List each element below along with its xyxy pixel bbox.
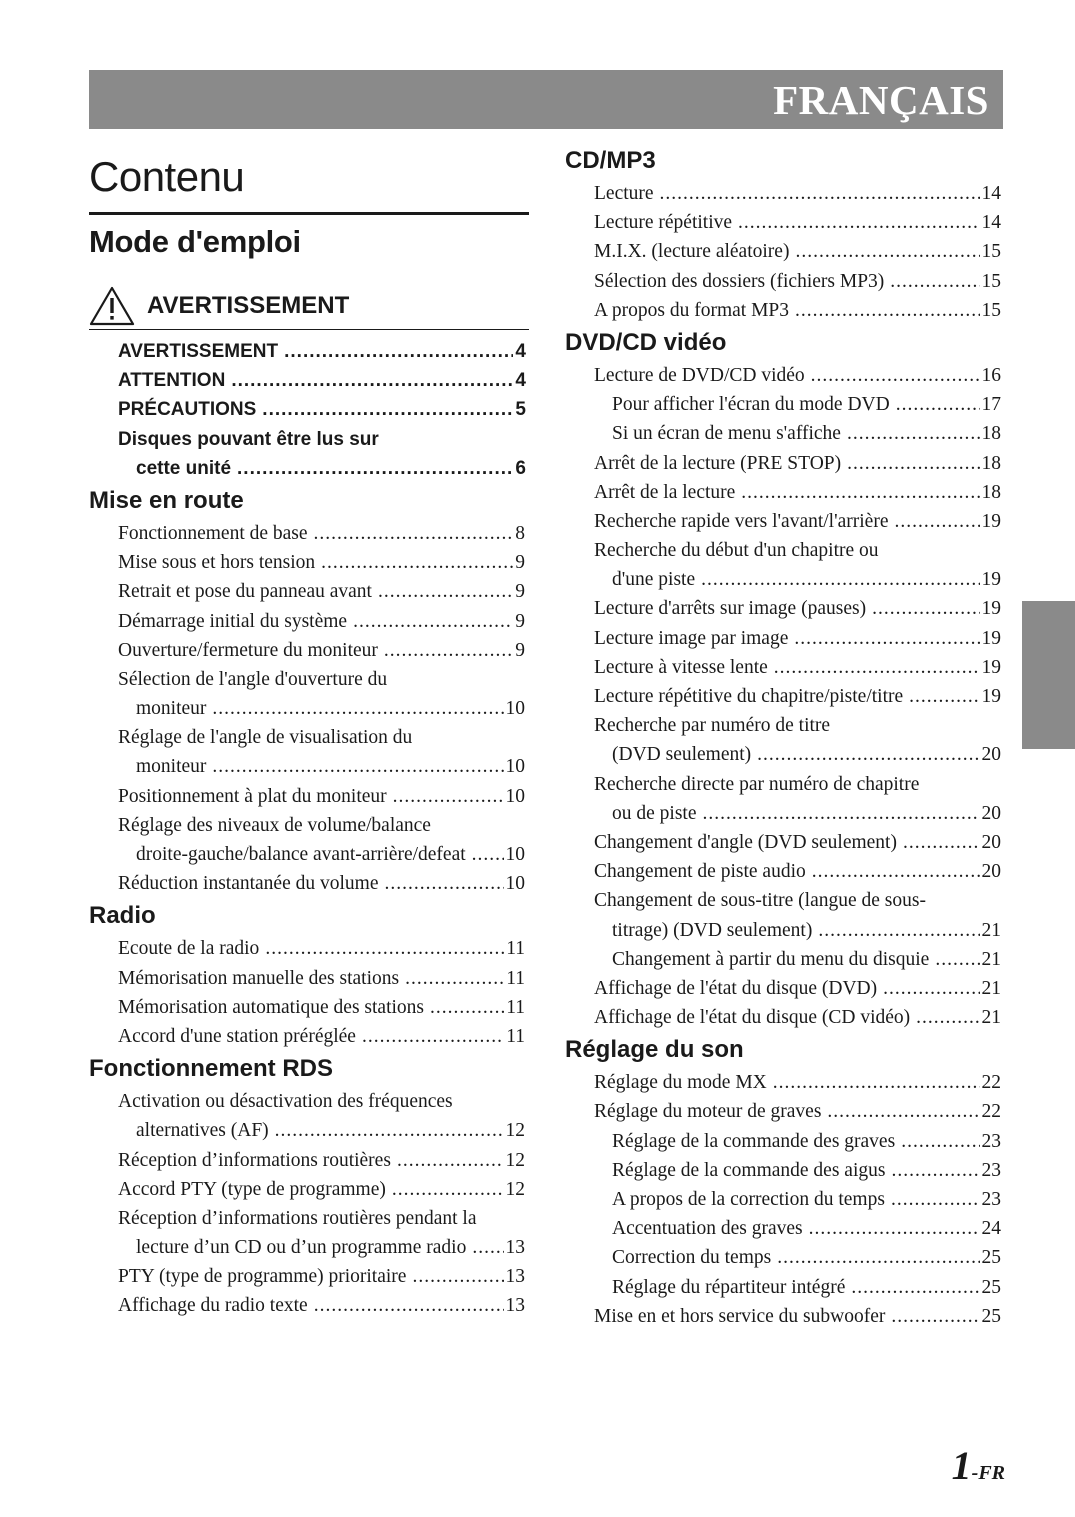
toc-entry	[594, 208, 1001, 237]
toc-entry	[118, 1116, 525, 1145]
dot-leader	[903, 828, 980, 857]
toc-entry-text: ATTENTION	[118, 370, 226, 392]
toc-entry-page: 10	[505, 756, 525, 778]
toc-entry-text: Réglage de l'angle de visualisation du	[118, 727, 413, 749]
toc-entry	[594, 565, 1001, 594]
toc-entry	[594, 267, 1001, 296]
toc-entry	[118, 752, 525, 781]
toc-entry-text: Affichage de l'état du disque (CD vidéo)	[594, 1007, 911, 1029]
page-suffix: -FR	[971, 1462, 1005, 1484]
toc-entry-text: Réglage de la commande des graves	[612, 1130, 896, 1152]
toc-entry-page: 20	[981, 861, 1001, 883]
warning-triangle-icon	[89, 286, 135, 326]
toc-entry-text: Affichage de l'état du disque (DVD)	[594, 977, 878, 999]
toc-entry	[594, 1097, 1001, 1126]
toc-entry-text: Réduction instantanée du volume	[118, 873, 379, 895]
toc-entry	[594, 536, 1001, 565]
section-heading: Fonctionnement RDS	[89, 1055, 333, 1083]
dot-leader	[812, 857, 980, 886]
toc-entry	[594, 361, 1001, 390]
dot-leader	[894, 507, 979, 536]
dot-leader	[314, 1291, 504, 1320]
toc-entry-text: Changement de piste audio	[594, 861, 806, 883]
dot-leader	[777, 1243, 979, 1272]
toc-entry-text: Recherche directe par numéro de chapitre	[594, 773, 920, 795]
toc-entry	[118, 519, 525, 548]
dot-leader	[472, 1233, 503, 1262]
toc-entry-page: 19	[981, 627, 1001, 649]
dot-leader	[472, 840, 504, 869]
dot-leader	[378, 577, 513, 606]
toc-entry-text: M.I.X. (lecture aléatoire)	[594, 241, 790, 263]
toc-entry-text: Mémorisation automatique des stations	[118, 996, 424, 1018]
toc-entry	[118, 607, 525, 636]
toc-entry	[594, 1003, 1001, 1032]
toc-entry	[594, 886, 1001, 915]
toc-entry-page: 11	[506, 967, 525, 989]
toc-entry-text: ou de piste	[612, 802, 697, 824]
toc-entry-text: Activation ou désactivation des fréquences	[118, 1091, 453, 1113]
toc-entry-page: 6	[515, 457, 526, 479]
toc-entry	[118, 840, 525, 869]
toc-entry	[594, 1273, 1001, 1302]
toc-entry	[594, 799, 1001, 828]
toc-entry-text: Lecture répétitive du chapitre/piste/titre	[594, 686, 904, 707]
toc-entry	[594, 594, 1001, 623]
toc-entry-page: 9	[515, 639, 525, 661]
toc-entry-text: A propos du format MP3	[594, 299, 789, 321]
toc-entry-text: (DVD seulement)	[612, 744, 752, 766]
toc-entry	[118, 723, 525, 752]
toc-entry	[594, 296, 1001, 325]
toc-entry-text: Réglage de la commande des aigus	[612, 1159, 886, 1181]
toc-entry-page: 15	[981, 299, 1001, 321]
dot-leader	[362, 1022, 504, 1051]
toc-entry	[594, 624, 1001, 653]
dot-leader	[353, 607, 513, 636]
toc-entry-page: 13	[505, 1237, 525, 1259]
dot-leader	[265, 934, 504, 963]
section-entry-list	[565, 361, 1001, 1032]
toc-entry-page: 19	[981, 598, 1001, 620]
toc-entry	[594, 1185, 1001, 1214]
dot-leader	[896, 390, 980, 419]
toc-entry	[594, 390, 1001, 419]
dot-leader	[284, 337, 513, 366]
section-entry-list	[565, 1068, 1001, 1331]
toc-entry	[594, 478, 1001, 507]
toc-entry-text: Lecture image par image	[594, 627, 789, 649]
dot-leader	[212, 694, 503, 723]
toc-entry-page: 13	[505, 1295, 525, 1317]
toc-entry-page: 17	[981, 394, 1001, 416]
toc-entry-text: alternatives (AF)	[136, 1120, 269, 1142]
toc-entry-page: 9	[515, 552, 525, 574]
toc-entry-page: 25	[981, 1305, 1001, 1327]
dot-leader	[738, 208, 979, 237]
toc-entry	[594, 682, 1001, 711]
toc-entry-text: Affichage du radio texte	[118, 1295, 308, 1317]
toc-entry-text: Recherche rapide vers l'avant/l'arrière	[594, 510, 889, 532]
dot-leader	[901, 1127, 979, 1156]
section-entry-list	[89, 1087, 525, 1321]
dot-leader	[701, 565, 979, 594]
section-heading: Réglage du son	[565, 1036, 744, 1064]
toc-entry-text: A propos de la correction du temps	[612, 1189, 885, 1210]
toc-entry-text: Changement d'angle (DVD seulement)	[594, 831, 897, 853]
warning-rule	[89, 329, 529, 330]
toc-entry-text: droite-gauche/balance avant-arrière/defeat	[136, 844, 466, 865]
toc-entry-text: Réglage du mode MX	[594, 1072, 767, 1094]
toc-entry-page: 4	[515, 341, 526, 362]
dot-leader	[412, 1262, 503, 1291]
dot-leader	[851, 1273, 979, 1302]
toc-entry-page: 11	[506, 938, 525, 960]
toc-entry-text: Lecture d'arrêts sur image (pauses)	[594, 598, 867, 620]
dot-leader	[811, 361, 980, 390]
toc-entry-text: titrage) (DVD seulement)	[612, 919, 813, 941]
toc-entry	[118, 934, 525, 963]
dot-leader	[818, 916, 979, 945]
toc-entry	[118, 636, 525, 665]
section-subtitle: Mode d'emploi	[89, 224, 301, 259]
toc-entry-text: moniteur	[136, 756, 207, 778]
toc-entry-text: Changement de sous-titre (langue de sous-	[594, 890, 926, 912]
toc-entry-page: 12	[505, 1149, 525, 1171]
toc-entry	[118, 577, 525, 606]
section-entry-list	[89, 934, 525, 1051]
toc-entry-page: 15	[981, 270, 1001, 292]
toc-entry-text: PTY (type de programme) prioritaire	[118, 1266, 407, 1288]
toc-entry-text: Réglage des niveaux de volume/balance	[118, 814, 431, 836]
dot-leader	[397, 1146, 504, 1175]
toc-entry-page: 18	[981, 481, 1001, 503]
toc-entry-text: Ecoute de la radio	[118, 938, 260, 960]
toc-entry-page: 25	[981, 1276, 1001, 1298]
dot-leader	[827, 1097, 979, 1126]
dot-leader	[314, 519, 514, 548]
toc-entry	[594, 1214, 1001, 1243]
toc-entry-page: 10	[505, 844, 525, 865]
dot-leader	[660, 179, 980, 208]
toc-entry-text: cette unité	[136, 457, 232, 479]
section-heading: Radio	[89, 902, 156, 930]
dot-leader	[702, 799, 979, 828]
toc-entry-page: 19	[981, 656, 1001, 678]
toc-entry	[118, 454, 526, 483]
toc-entry-page: 10	[505, 698, 525, 720]
toc-entry-text: Accentuation des graves	[612, 1218, 803, 1240]
dot-leader	[795, 296, 980, 325]
toc-entry	[594, 1068, 1001, 1097]
dot-leader	[809, 1214, 980, 1243]
toc-entry	[594, 237, 1001, 266]
dot-leader	[275, 1116, 504, 1145]
right-column	[565, 143, 1002, 1331]
dot-leader	[262, 395, 513, 424]
dot-leader	[872, 594, 979, 623]
toc-entry-page: 22	[981, 1101, 1001, 1123]
toc-entry	[118, 665, 525, 694]
dot-leader	[883, 974, 979, 1003]
toc-entry-text: Lecture répétitive	[594, 212, 733, 234]
toc-entry	[118, 993, 525, 1022]
toc-entry-text: Retrait et pose du panneau avant	[118, 581, 372, 603]
toc-entry	[118, 366, 526, 395]
language-side-tab	[1022, 601, 1075, 749]
toc-entry-page: 11	[506, 996, 525, 1018]
toc-entry	[118, 1262, 525, 1291]
toc-entry	[118, 964, 525, 993]
dot-leader	[916, 1003, 979, 1032]
toc-entry	[594, 179, 1001, 208]
toc-entry-page: 19	[981, 510, 1001, 532]
toc-entry-page: 14	[981, 183, 1001, 204]
toc-entry-page: 23	[981, 1159, 1001, 1181]
language-header-bar	[89, 70, 1003, 129]
toc-entry-page: 12	[505, 1120, 525, 1142]
toc-entry-text: Disques pouvant être lus sur	[118, 428, 379, 450]
dot-leader	[392, 1175, 504, 1204]
left-toc-sections	[89, 483, 529, 1321]
toc-entry	[118, 1087, 525, 1116]
dot-leader	[384, 869, 503, 898]
toc-entry-text: Arrêt de la lecture (PRE STOP)	[594, 452, 842, 474]
toc-entry	[118, 548, 525, 577]
toc-entry-text: Sélection de l'angle d'ouverture du	[118, 668, 388, 690]
dot-leader	[384, 636, 513, 665]
toc-entry-text: Sélection des dossiers (fichiers MP3)	[594, 270, 885, 292]
toc-entry-page: 9	[515, 581, 525, 603]
toc-entry	[118, 869, 525, 898]
toc-entry	[594, 1156, 1001, 1185]
dot-leader	[847, 419, 980, 448]
dot-leader	[757, 740, 979, 769]
toc-entry-text: Réception d’informations routières	[118, 1149, 391, 1171]
section-heading: DVD/CD vidéo	[565, 328, 727, 356]
toc-entry-page: 23	[981, 1189, 1001, 1210]
toc-entry-text: Réception d’informations routières pendant la	[118, 1207, 477, 1229]
toc-entry-text: Démarrage initial du système	[118, 610, 348, 632]
toc-entry	[118, 337, 526, 366]
toc-entry-text: Mémorisation manuelle des stations	[118, 967, 400, 989]
toc-entry-page: 5	[515, 399, 526, 421]
toc-entry-page: 22	[981, 1072, 1001, 1094]
toc-entry	[118, 811, 525, 840]
toc-entry-page: 14	[981, 212, 1001, 234]
dot-leader	[430, 993, 504, 1022]
warning-header	[89, 282, 529, 329]
toc-entry-page: 18	[981, 423, 1001, 445]
toc-entry	[594, 740, 1001, 769]
toc-entry-page: 20	[981, 744, 1001, 766]
page-title: Contenu	[89, 153, 245, 200]
toc-entry	[118, 782, 525, 811]
toc-entry-page: 19	[981, 686, 1001, 707]
toc-entry-text: Réglage du moteur de graves	[594, 1101, 822, 1123]
toc-entry-page: 18	[981, 452, 1001, 474]
toc-entry-text: Recherche du début d'un chapitre ou	[594, 540, 879, 562]
dot-leader	[935, 945, 979, 974]
toc-entry-page: 15	[981, 241, 1001, 263]
toc-entry-page: 25	[981, 1247, 1001, 1269]
toc-entry	[118, 1146, 525, 1175]
toc-entry-page: 11	[506, 1025, 525, 1047]
toc-entry	[594, 945, 1001, 974]
toc-entry-text: d'une piste	[612, 569, 696, 591]
toc-entry	[594, 711, 1001, 740]
toc-entry-page: 20	[981, 831, 1001, 853]
toc-entry-page: 4	[515, 370, 526, 392]
toc-entry-text: Lecture	[594, 183, 654, 204]
toc-entry-text: Réglage du répartiteur intégré	[612, 1276, 846, 1298]
warning-entry-list	[89, 337, 526, 483]
left-column	[89, 148, 529, 1321]
section-entry-list	[565, 179, 1001, 325]
toc-entry	[594, 828, 1001, 857]
toc-entry-page: 19	[981, 569, 1001, 591]
dot-leader	[891, 1185, 980, 1214]
toc-entry	[594, 419, 1001, 448]
toc-entry	[594, 449, 1001, 478]
toc-entry-text: Fonctionnement de base	[118, 522, 308, 544]
toc-entry	[594, 857, 1001, 886]
page-folio	[952, 1442, 1005, 1489]
toc-entry-text: PRÉCAUTIONS	[118, 399, 257, 421]
dot-leader	[891, 1156, 979, 1185]
toc-entry-text: Accord PTY (type de programme)	[118, 1178, 386, 1200]
section-heading: CD/MP3	[565, 147, 656, 174]
toc-entry-page: 12	[505, 1178, 525, 1200]
toc-entry-text: Mise en et hors service du subwoofer	[594, 1305, 886, 1327]
dot-leader	[909, 682, 979, 711]
toc-entry-page: 8	[515, 522, 525, 544]
dot-leader	[890, 267, 979, 296]
toc-entry-text: Si un écran de menu s'affiche	[612, 423, 841, 445]
toc-entry	[118, 1291, 525, 1320]
toc-entry-page: 21	[981, 948, 1001, 970]
toc-entry-page: 10	[505, 785, 525, 807]
dot-leader	[393, 782, 504, 811]
language-label: FRANÇAIS	[773, 77, 989, 123]
toc-entry	[118, 395, 526, 424]
toc-entry-page: 13	[505, 1266, 525, 1288]
section-heading: Mise en route	[89, 486, 244, 514]
toc-entry	[594, 974, 1001, 1003]
dot-leader	[774, 653, 980, 682]
toc-entry	[594, 1127, 1001, 1156]
toc-entry-text: moniteur	[136, 698, 207, 720]
toc-entry-page: 23	[981, 1130, 1001, 1152]
page-number: 1	[951, 1443, 972, 1488]
dot-leader	[405, 964, 504, 993]
toc-entry-text: AVERTISSEMENT	[118, 341, 279, 362]
dot-leader	[321, 548, 513, 577]
dot-leader	[741, 478, 979, 507]
toc-entry-text: Mise sous et hors tension	[118, 552, 316, 574]
dot-leader	[795, 237, 979, 266]
toc-entry-text: Pour afficher l'écran du mode DVD	[612, 394, 890, 416]
warning-label: AVERTISSEMENT	[147, 291, 350, 319]
toc-entry-page: 21	[981, 1007, 1001, 1029]
toc-entry-text: Changement à partir du menu du disquie	[612, 948, 930, 970]
toc-entry	[118, 1175, 525, 1204]
toc-entry	[594, 653, 1001, 682]
toc-entry	[118, 425, 526, 454]
dot-leader	[231, 366, 513, 395]
toc-entry-text: Ouverture/fermeture du moniteur	[118, 639, 378, 661]
toc-entry	[594, 507, 1001, 536]
toc-entry-text: Accord d'une station préréglée	[118, 1025, 356, 1047]
toc-entry-text: lecture d’un CD ou d’un programme radio	[136, 1237, 467, 1259]
section-entry-list	[89, 519, 525, 898]
toc-entry-text: Recherche par numéro de titre	[594, 715, 831, 737]
toc-entry	[118, 1022, 525, 1051]
dot-leader	[891, 1302, 979, 1331]
toc-entry-page: 21	[981, 919, 1001, 941]
toc-entry-page: 10	[505, 873, 525, 895]
toc-entry-page: 16	[981, 364, 1001, 386]
dot-leader	[212, 752, 503, 781]
toc-entry	[594, 770, 1001, 799]
toc-entry-page: 24	[981, 1218, 1001, 1240]
toc-entry-page: 9	[515, 610, 525, 632]
toc-entry	[594, 1243, 1001, 1272]
dot-leader	[773, 1068, 980, 1097]
dot-leader	[237, 454, 513, 483]
toc-entry-text: Lecture de DVD/CD vidéo	[594, 364, 805, 386]
toc-entry-text: Lecture à vitesse lente	[594, 656, 768, 678]
toc-entry-text: Correction du temps	[612, 1247, 772, 1269]
toc-entry-text: Arrêt de la lecture	[594, 481, 736, 503]
toc-entry	[118, 1233, 525, 1262]
toc-entry	[594, 1302, 1001, 1331]
toc-entry-text: Positionnement à plat du moniteur	[118, 785, 387, 807]
right-toc-sections	[565, 143, 1002, 1331]
dot-leader	[847, 449, 979, 478]
toc-entry-page: 21	[981, 977, 1001, 999]
toc-entry	[594, 916, 1001, 945]
toc-entry-page: 20	[981, 802, 1001, 824]
dot-leader	[794, 624, 979, 653]
toc-entry	[118, 694, 525, 723]
toc-entry	[118, 1204, 525, 1233]
